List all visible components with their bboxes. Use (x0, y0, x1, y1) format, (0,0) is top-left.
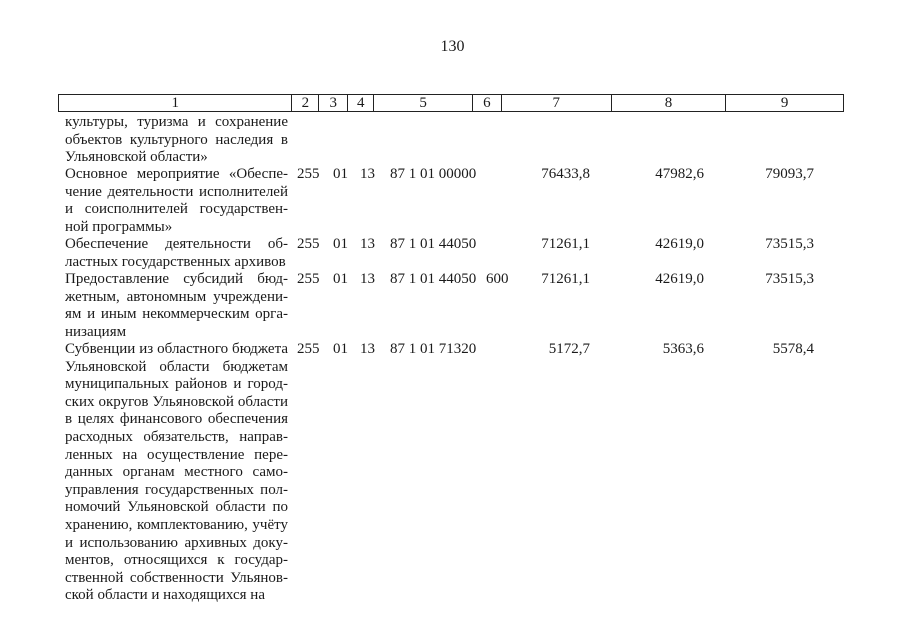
table-row (0, 341, 905, 605)
row-name (65, 114, 288, 167)
row-cell-col-8: 47982,6 (655, 166, 704, 182)
row-cell-col-9: 5578,4 (772, 341, 814, 357)
row-name-line: муниципальных районов и город- (65, 376, 288, 393)
row-name-line: ментов, относящихся к государ- (65, 552, 288, 569)
row-name-line: ской области и находящихся на (65, 587, 265, 604)
row-cell-col-7: 76433,8 (541, 166, 590, 182)
row-name-line: ной программы» (65, 218, 173, 235)
row-name-line: и соисполнителей государствен- (65, 201, 288, 218)
row-name (65, 166, 288, 236)
header-col-1: 1 (171, 95, 179, 111)
row-cell-col-9: 73515,3 (765, 236, 814, 252)
row-cell-col-5: 87 1 01 71320 (390, 341, 477, 357)
row-name-line: в целях финансового обеспечения (65, 411, 288, 428)
row-cell-col-7: 5172,7 (548, 341, 590, 357)
row-cell-col-3: 01 (333, 166, 348, 182)
row-cell-col-2: 255 (297, 341, 320, 357)
row-cell-col-8: 42619,0 (655, 236, 704, 252)
row-name-line: хранению, комплектованию, учёту (65, 516, 288, 533)
row-cell-col-4: 13 (360, 166, 375, 182)
row-name-line: ям и иным некоммерческим орга- (65, 306, 288, 323)
row-cell-col-2: 255 (297, 236, 320, 252)
row-name-line: и использованию архивных доку- (65, 534, 288, 551)
row-cell-col-5: 87 1 01 44050 (390, 271, 477, 287)
row-name-line: культуры, туризма и сохранение (65, 114, 288, 130)
table-header-row (58, 94, 844, 112)
row-cell-col-3: 01 (333, 271, 348, 287)
row-cell-col-4: 13 (360, 236, 375, 252)
row-name-line: Ульяновской области бюджетам (65, 358, 288, 375)
header-col-5: 5 (373, 95, 472, 111)
row-name-line: чение деятельности исполнителей (65, 183, 288, 200)
row-name-line: Обеспечение деятельности об- (65, 236, 288, 252)
table-row (0, 236, 905, 271)
row-name-line: ластных государственных архивов (65, 253, 286, 270)
row-name-line: Предоставление субсидий бюд- (65, 271, 288, 287)
header-col-4: 4 (347, 95, 373, 111)
row-name-line: Основное мероприятие «Обеспе- (65, 166, 288, 182)
row-name-line: низациям (65, 323, 127, 340)
header-col-7: 7 (501, 95, 611, 111)
header-col-8: 8 (611, 95, 726, 111)
row-cell-col-8: 5363,6 (662, 341, 704, 357)
page-number: 130 (440, 38, 465, 55)
row-cell-col-8: 42619,0 (655, 271, 704, 287)
row-name-line: управления государственных пол- (65, 481, 288, 498)
row-name-line: номочий Ульяновской области по (65, 499, 288, 516)
row-name (65, 271, 288, 341)
row-name-line: ленных на осуществление пере- (65, 446, 288, 463)
row-name-line: Ульяновской области» (65, 149, 208, 166)
header-col-6: 6 (472, 95, 501, 111)
row-cell-col-6: 600 (486, 271, 509, 287)
table-row (0, 166, 905, 236)
row-cell-col-4: 13 (360, 341, 375, 357)
row-name-line: расходных обязательств, направ- (65, 428, 288, 445)
row-cell-col-3: 01 (333, 236, 348, 252)
row-name-line: данных органам местного само- (65, 464, 288, 481)
row-cell-col-7: 71261,1 (541, 236, 590, 252)
row-cell-col-9: 79093,7 (765, 166, 814, 182)
row-name (65, 341, 288, 605)
table-row (0, 271, 905, 341)
row-name-line: объектов культурного наследия в (65, 131, 288, 148)
row-cell-col-4: 13 (360, 271, 375, 287)
row-cell-col-5: 87 1 01 00000 (390, 166, 477, 182)
row-cell-col-3: 01 (333, 341, 348, 357)
row-cell-col-2: 255 (297, 166, 320, 182)
table-row (0, 114, 905, 167)
row-cell-col-9: 73515,3 (765, 271, 814, 287)
row-cell-col-7: 71261,1 (541, 271, 590, 287)
row-name-line: Субвенции из областного бюджета (65, 341, 288, 357)
row-cell-col-5: 87 1 01 44050 (390, 236, 477, 252)
row-name-line: жетным, автономным учреждени- (65, 288, 288, 305)
row-name (65, 236, 288, 271)
header-col-9: 9 (725, 95, 843, 111)
header-col-2: 2 (291, 95, 318, 111)
row-cell-col-2: 255 (297, 271, 320, 287)
row-name-line: ственной собственности Ульянов- (65, 569, 288, 586)
header-col-3: 3 (318, 95, 347, 111)
row-name-line: ских округов Ульяновской области (65, 393, 288, 410)
